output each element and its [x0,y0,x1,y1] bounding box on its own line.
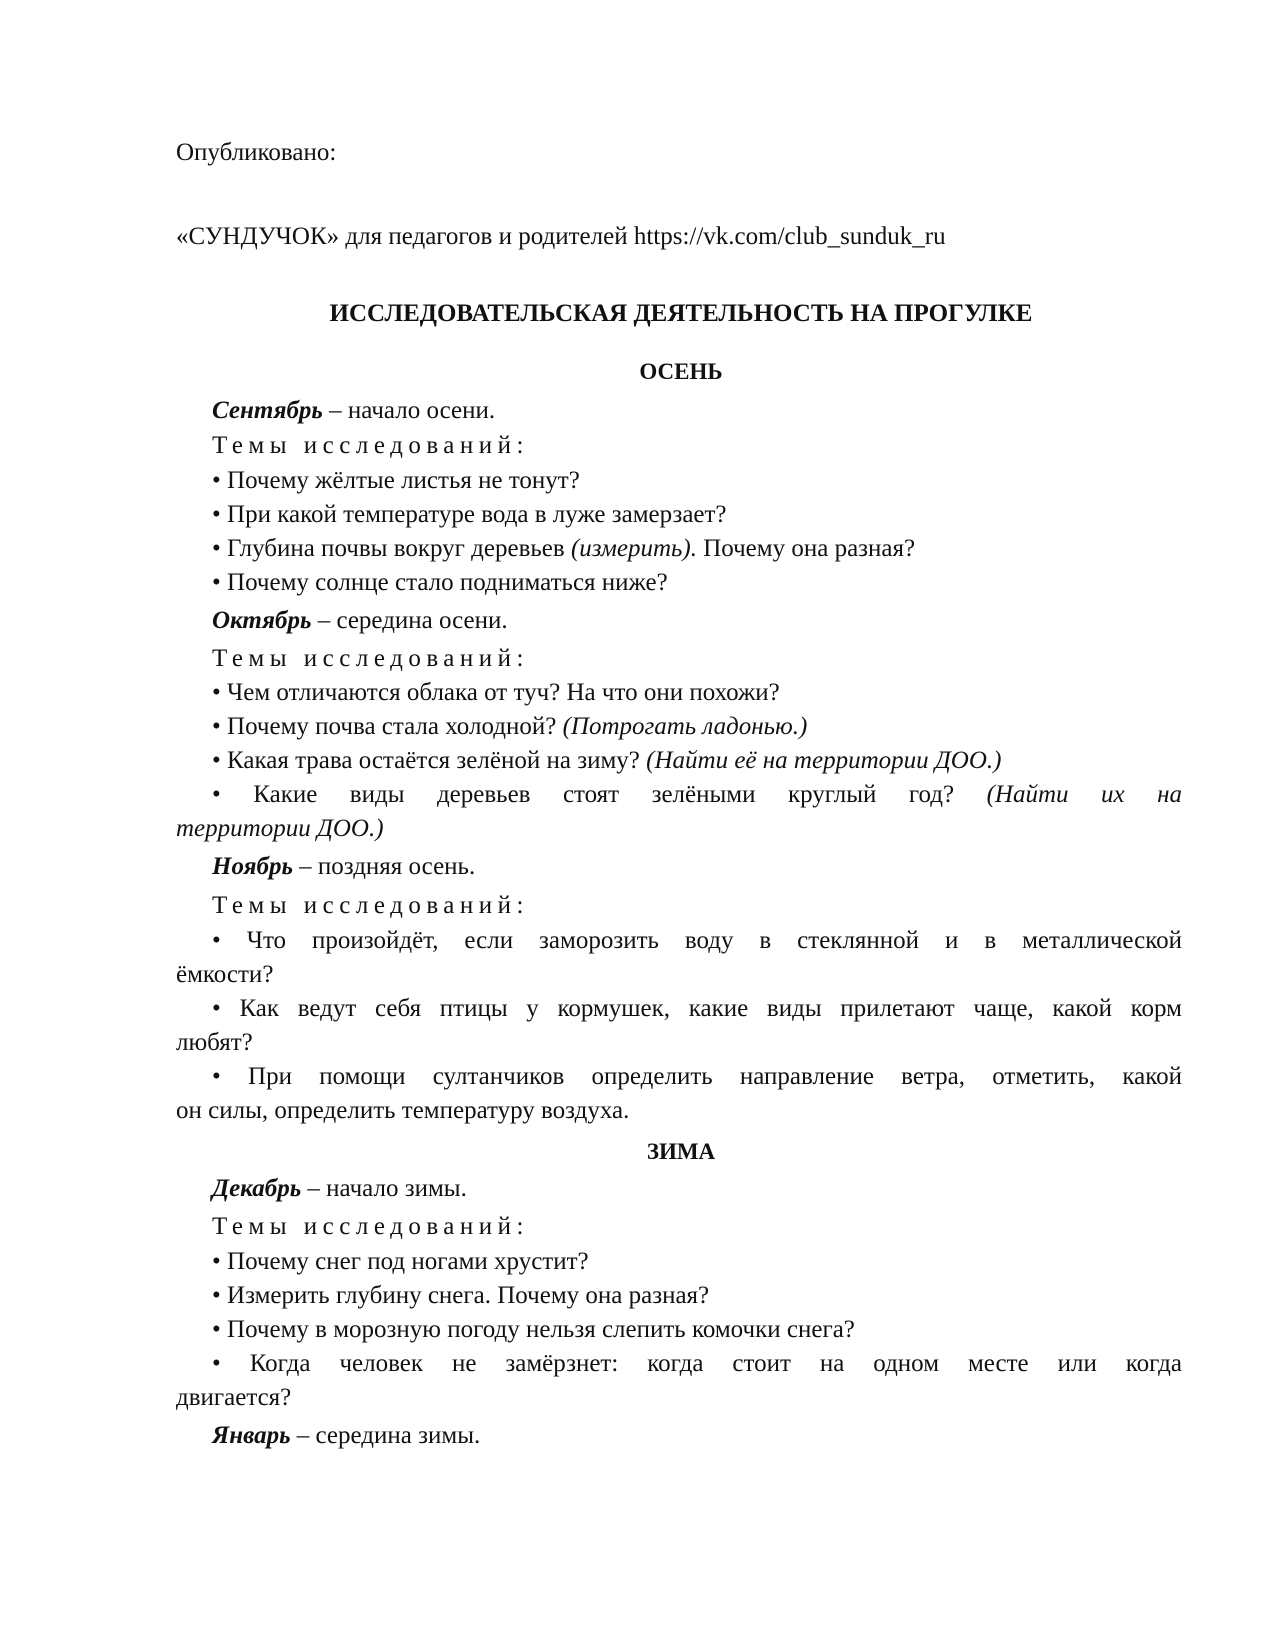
published-label: Опубликовано: [176,139,337,166]
list-item: • Почему снег под ногами хрустит? [212,1248,589,1275]
bullet: • [212,1282,221,1309]
month-september [212,394,495,428]
bullet: • [212,1063,221,1090]
bullet: • [212,1350,221,1377]
section-heading-autumn: ОСЕНЬ [639,359,723,384]
list-item: • Какие виды деревьев стоят зелёными круглый год? (Найти их на [212,781,1182,808]
list-item: • Почему почва стала холодной? (Потрогать ладонью.) [212,713,808,740]
list-item-continuation: территории ДОО.) [176,815,384,842]
month-name: Октябрь [212,607,312,634]
month-name: Ноябрь [212,853,293,880]
topics-label: Темы исследований: [212,645,529,672]
bullet: • [212,1316,221,1343]
bullet: • [212,713,221,740]
list-item: • Какая трава остаётся зелёной на зиму? (Найти её на территории ДОО.) [212,747,1002,774]
month-november [212,850,475,884]
section-heading-winter: ЗИМА [646,1139,716,1164]
topics-label: Темы исследований: [212,432,529,459]
bullet: • [212,747,221,774]
document-title: ИССЛЕДОВАТЕЛЬСКАЯ ДЕЯТЕЛЬНОСТЬ НА ПРОГУЛКЕ [329,300,1033,327]
month-desc: – середина осени. [311,607,508,634]
list-item: • При какой температуре вода в луже замерзает? [212,501,727,528]
bullet: • [212,501,221,528]
bullet: • [212,781,221,808]
list-item: • Что произойдёт, если заморозить воду в стеклянной и в металлической [212,927,1183,954]
list-item: • Как ведут себя птицы у кормушек, какие виды прилетают чаще, какой корм [212,995,1182,1022]
list-item: • Глубина почвы вокруг деревьев (измерить). Почему она разная? [212,535,916,562]
list-item: • Почему солнце стало подниматься ниже? [212,569,668,596]
bullet: • [212,569,221,596]
month-name: Сентябрь [212,397,323,424]
bullet: • [212,467,221,494]
list-item: • Почему жёлтые листья не тонут? [212,467,580,494]
month-desc: – поздняя осень. [292,853,476,880]
bullet: • [212,679,221,706]
list-item: • При помощи султанчиков определить направление ветра, отметить, какой [212,1063,1182,1090]
list-item-continuation: ёмкости? [176,961,274,988]
list-item: • Когда человек не замёрзнет: когда стоит на одном месте или когда [212,1350,1182,1377]
month-october [212,604,508,638]
bullet: • [212,995,221,1022]
month-desc: – начало осени. [322,397,496,424]
month-desc: – начало зимы. [301,1175,467,1202]
bullet: • [212,535,221,562]
list-item-continuation: двигается? [176,1384,292,1411]
month-january [212,1419,480,1453]
bullet: • [212,927,221,954]
month-desc: – середина зимы. [290,1422,481,1449]
month-december [212,1172,467,1206]
bullet: • [212,1248,221,1275]
topics-label: Темы исследований: [212,892,529,919]
month-name: Декабрь [212,1175,302,1202]
month-name: Январь [212,1422,291,1449]
list-item: • Измерить глубину снега. Почему она разная? [212,1282,710,1309]
list-item-continuation: он силы, определить температуру воздуха. [176,1097,630,1124]
source-line: «СУНДУЧОК» для педагогов и родителей https://vk.com/club_sunduk_ru [176,223,946,250]
list-item: • Почему в морозную погоду нельзя слепить комочки снега? [212,1316,855,1343]
list-item: • Чем отличаются облака от туч? На что они похожи? [212,679,780,706]
topics-label: Темы исследований: [212,1213,529,1240]
list-item-continuation: любят? [176,1029,253,1056]
